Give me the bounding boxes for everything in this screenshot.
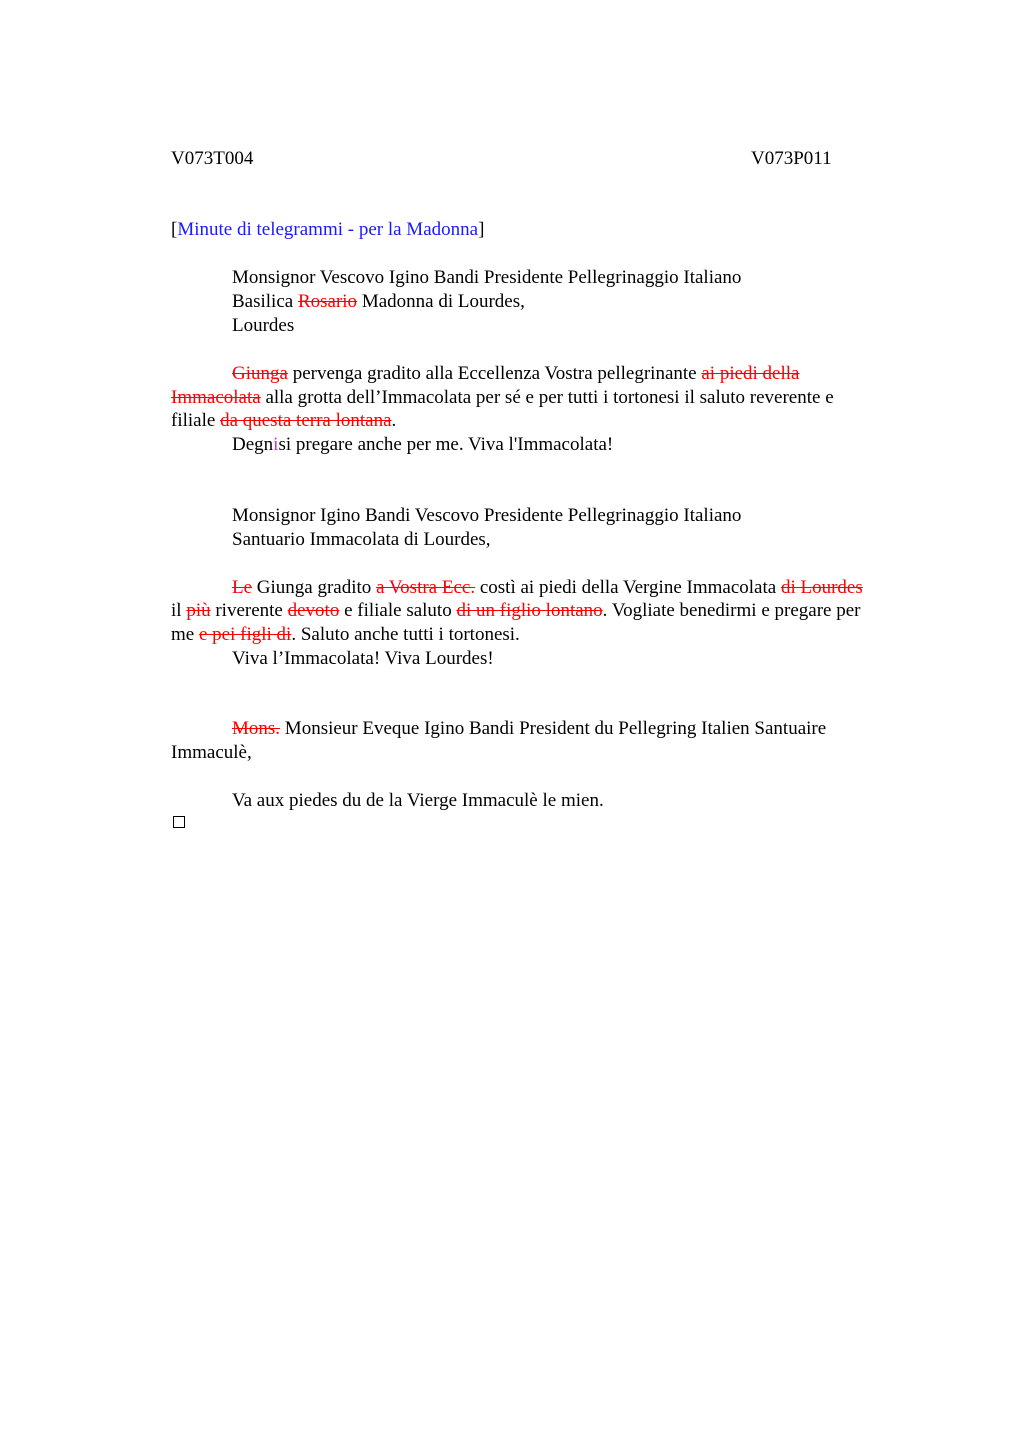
telegram1-body-line3: [171, 409, 396, 433]
deleted-text: ai piedi della: [701, 363, 800, 384]
text-segment: me: [171, 624, 199, 645]
text-segment: riverente: [210, 600, 288, 621]
deleted-text: Giunga: [232, 363, 288, 384]
title-text: Minute di telegrammi - per la Madonna: [177, 219, 479, 240]
telegram1-body-line2: [171, 386, 834, 410]
title-close-bracket: ]: [478, 219, 485, 240]
telegram2-body-line4: Viva l’Immacolata! Viva Lourdes!: [232, 648, 494, 669]
text-segment: .: [391, 410, 397, 431]
deleted-text: devoto: [287, 600, 340, 621]
deleted-text: Mons.: [232, 718, 281, 739]
telegram1-body-line1: [232, 362, 800, 386]
deleted-text: di Lourdes: [780, 577, 863, 598]
deleted-text: a Vostra Ecc.: [376, 577, 476, 598]
telegram2-address-line2: Santuario Immacolata di Lourdes,: [232, 529, 491, 550]
deleted-text: di un figlio lontano: [456, 600, 603, 621]
text-segment: il: [171, 600, 187, 621]
text-segment: Giunga gradito: [252, 577, 377, 598]
text-segment: Basilica: [232, 291, 298, 312]
deleted-text: Le: [232, 577, 253, 598]
deleted-text: Immacolata: [171, 387, 261, 408]
text-segment: filiale: [171, 410, 221, 431]
telegram1-address-line1: Monsignor Vescovo Igino Bandi Presidente Pellegrinaggio Italiano: [232, 267, 742, 288]
text-segment: alla grotta dell’Immacolata per sé e per tutti i tortonesi il saluto reverente e: [260, 387, 834, 408]
title-open-bracket: [: [171, 219, 178, 240]
inserted-text: i: [273, 434, 279, 455]
document-title: [171, 218, 484, 242]
document-code-right: V073P011: [751, 148, 832, 169]
text-segment: e filiale saluto: [339, 600, 457, 621]
telegram2-body-line2: [171, 599, 860, 623]
text-segment: Madonna di Lourdes,: [357, 291, 525, 312]
telegram3-body-line1: Va aux piedes du de la Vierge Immaculè le mien.: [232, 790, 604, 811]
telegram2-body-line3: [171, 623, 520, 647]
telegram2-body-line1: [232, 576, 863, 600]
text-segment: . Saluto anche tutti i tortonesi.: [291, 624, 520, 645]
deleted-text: da questa terra lontana: [220, 410, 392, 431]
text-segment: si pregare anche per me. Viva l'Immacolata!: [278, 434, 614, 455]
telegram1-address-line2: [232, 290, 525, 314]
deleted-text: e pei figli di: [198, 624, 292, 645]
text-segment: Degn: [232, 434, 274, 455]
text-segment: costì ai piedi della Vergine Immacolata: [475, 577, 781, 598]
telegram1-address-line3: Lourdes: [232, 315, 295, 336]
deleted-text: più: [186, 600, 211, 621]
deleted-text: Rosario: [297, 291, 358, 312]
text-segment: Monsieur Eveque Igino Bandi President du Pellegring Italien Santuaire: [280, 718, 827, 739]
telegram1-body-line4: [232, 433, 613, 457]
telegram3-address-line1: [232, 717, 826, 741]
telegram2-address-line1: Monsignor Igino Bandi Vescovo Presidente Pellegrinaggio Italiano: [232, 505, 742, 526]
telegram3-address-line2: Immaculè,: [171, 742, 252, 763]
text-segment: pervenga gradito alla Eccellenza Vostra pellegrinante: [287, 363, 702, 384]
square-box-icon: [173, 816, 185, 828]
text-segment: . Vogliate benedirmi e pregare per: [602, 600, 861, 621]
document-code-left: V073T004: [171, 148, 254, 169]
